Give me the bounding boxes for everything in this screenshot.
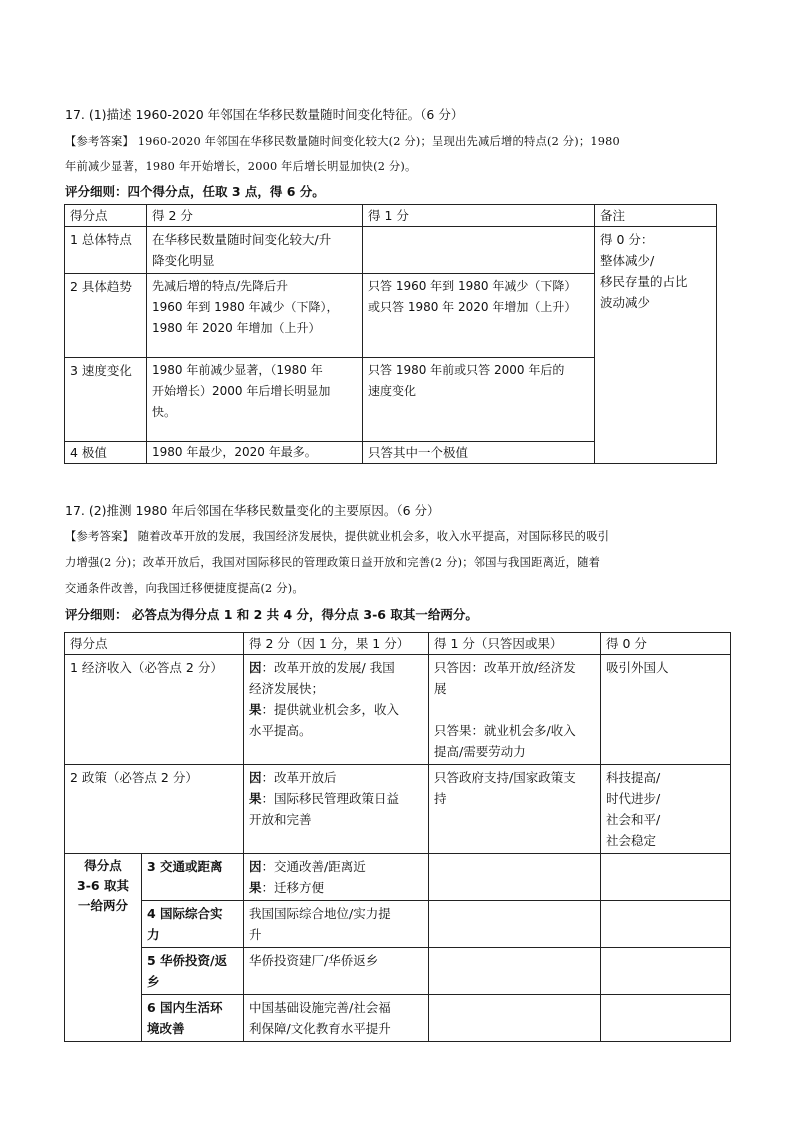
- q2-row2-point: 2 政策（必答点 2 分）: [65, 765, 244, 854]
- table-row: [65, 765, 731, 854]
- q1-rubric: 评分细则：四个得分点，任取 3 点，得 6 分。: [65, 184, 325, 199]
- cause-text: ：交通改善/距离近: [261, 859, 366, 874]
- effect-text: ：国际移民管理政策日益 开放和完善: [249, 791, 400, 827]
- cause-text: ：改革开放后: [261, 770, 337, 785]
- q2-sub4-one: [429, 995, 601, 1042]
- q2-sub2-two: 我国国际综合地位/实力提 升: [244, 901, 429, 948]
- q1-header-two: 得 2 分: [147, 205, 363, 227]
- q2-header-one: 得 1 分（只答因或果）: [429, 633, 601, 655]
- table-row: [65, 854, 731, 901]
- q2-row1-point: 1 经济收入（必答点 2 分）: [65, 655, 244, 765]
- effect-text: ：迁移方便: [261, 880, 325, 895]
- q2-sub1-zero: [601, 854, 731, 901]
- q2-sub4-point: 6 国内生活环 境改善: [142, 995, 244, 1042]
- q2-row1-two: [244, 655, 429, 765]
- q2-sub3-two: 华侨投资建厂/华侨返乡: [244, 948, 429, 995]
- q1-row3-two: 1980 年前减少显著，（1980 年 开始增长）2000 年后增长明显加 快。: [147, 358, 363, 442]
- effect-label: 果: [249, 702, 262, 717]
- q2-sub2-point: 4 国际综合实 力: [142, 901, 244, 948]
- q2-sub3-zero: [601, 948, 731, 995]
- cause-label: 因: [249, 859, 262, 874]
- q2-sub1-two: [244, 854, 429, 901]
- q1-title: 17. (1)描述 1960-2020 年邻国在华移民数量随时间变化特征。（6 分）: [65, 107, 464, 122]
- q2-sub4-two: 中国基础设施完善/社会福 利保障/文化教育水平提升: [244, 995, 429, 1042]
- q1-row2-point: 2 具体趋势: [65, 274, 147, 358]
- q2-header-zero: 得 0 分: [601, 633, 731, 655]
- q2-title: 17. (2)推测 1980 年后邻国在华移民数量变化的主要原因。（6 分）: [65, 503, 440, 518]
- q1-scoring-table: [64, 204, 717, 464]
- q2-sub2-one: [429, 901, 601, 948]
- q2-answer-line-1: 【参考答案】 随着改革开放的发展，我国经济发展快，提供就业机会多，收入水平提高，对国际移民的吸引: [65, 530, 610, 543]
- cause-label: 因: [249, 660, 262, 675]
- table-row: [65, 948, 731, 995]
- q1-answer-line-2: 年前减少显著，1980 年开始增长，2000 年后增长明显加快(2 分)。: [65, 160, 417, 173]
- q2-row1-one: 只答因：改革开放/经济发 展 只答果：就业机会多/收入 提高/需要劳动力: [429, 655, 601, 765]
- q2-sub4-zero: [601, 995, 731, 1042]
- q2-sub1-point: 3 交通或距离: [142, 854, 244, 901]
- q1-header-note: 备注: [595, 205, 717, 227]
- q2-header-point: 得分点: [65, 633, 244, 655]
- q1-answer-line-1: 【参考答案】 1960-2020 年邻国在华移民数量随时间变化较大(2 分)；呈现出先减后增的特点(2 分)；1980: [65, 135, 620, 148]
- table-row: [65, 995, 731, 1042]
- q2-rubric: 评分细则： 必答点为得分点 1 和 2 共 4 分，得分点 3-6 取其一给两分。: [65, 607, 478, 622]
- table-row: [65, 901, 731, 948]
- q1-note: 得 0 分： 整体减少/ 移民存量的占比 波动减少: [595, 227, 717, 464]
- effect-label: 果: [249, 880, 262, 895]
- effect-text: ：提供就业机会多，收入 水平提高。: [249, 702, 400, 738]
- q2-sub3-point: 5 华侨投资/返 乡: [142, 948, 244, 995]
- q1-header-point: 得分点: [65, 205, 147, 227]
- q1-row1-one: [363, 227, 595, 274]
- q1-row2-two: 先减后增的特点/先降后升 1960 年到 1980 年减少（下降）， 1980 年 2020 年增加（上升）: [147, 274, 363, 358]
- q1-row2-one: 只答 1960 年到 1980 年减少（下降） 或只答 1980 年 2020 年增加（上升）: [363, 274, 595, 358]
- q2-answer-line-2: 力增强(2 分)；改革开放后，我国对国际移民的管理政策日益开放和完善(2 分)；邻国与我国距离近，随着: [65, 556, 601, 569]
- q2-row1-zero: 吸引外国人: [601, 655, 731, 765]
- q2-row2-one: 只答政府支持/国家政策支 持: [429, 765, 601, 854]
- table-row: [65, 655, 731, 765]
- q2-group-label: 得分点 3-6 取其 一给两分: [65, 854, 142, 1042]
- effect-label: 果: [249, 791, 262, 806]
- q1-row3-one: 只答 1980 年前或只答 2000 年后的 速度变化: [363, 358, 595, 442]
- q1-row4-two: 1980 年最少，2020 年最多。: [147, 442, 363, 464]
- q2-answer-line-3: 交通条件改善，向我国迁移便捷度提高(2 分)。: [65, 582, 304, 595]
- q2-sub2-zero: [601, 901, 731, 948]
- q1-row1-point: 1 总体特点: [65, 227, 147, 274]
- q1-row4-one: 只答其中一个极值: [363, 442, 595, 464]
- table-row: [65, 227, 717, 274]
- q2-sub3-one: [429, 948, 601, 995]
- q2-row2-two: [244, 765, 429, 854]
- q2-sub1-one: [429, 854, 601, 901]
- q1-row4-point: 4 极值: [65, 442, 147, 464]
- cause-text: ：改革开放的发展/ 我国 经济发展快；: [249, 660, 395, 696]
- q1-row3-point: 3 速度变化: [65, 358, 147, 442]
- cause-label: 因: [249, 770, 262, 785]
- q1-row1-two: 在华移民数量随时间变化较大/升 降变化明显: [147, 227, 363, 274]
- q2-row2-zero: 科技提高/ 时代进步/ 社会和平/ 社会稳定: [601, 765, 731, 854]
- q2-scoring-table: [64, 632, 731, 1042]
- q2-header-two: 得 2 分（因 1 分，果 1 分）: [244, 633, 429, 655]
- q1-header-one: 得 1 分: [363, 205, 595, 227]
